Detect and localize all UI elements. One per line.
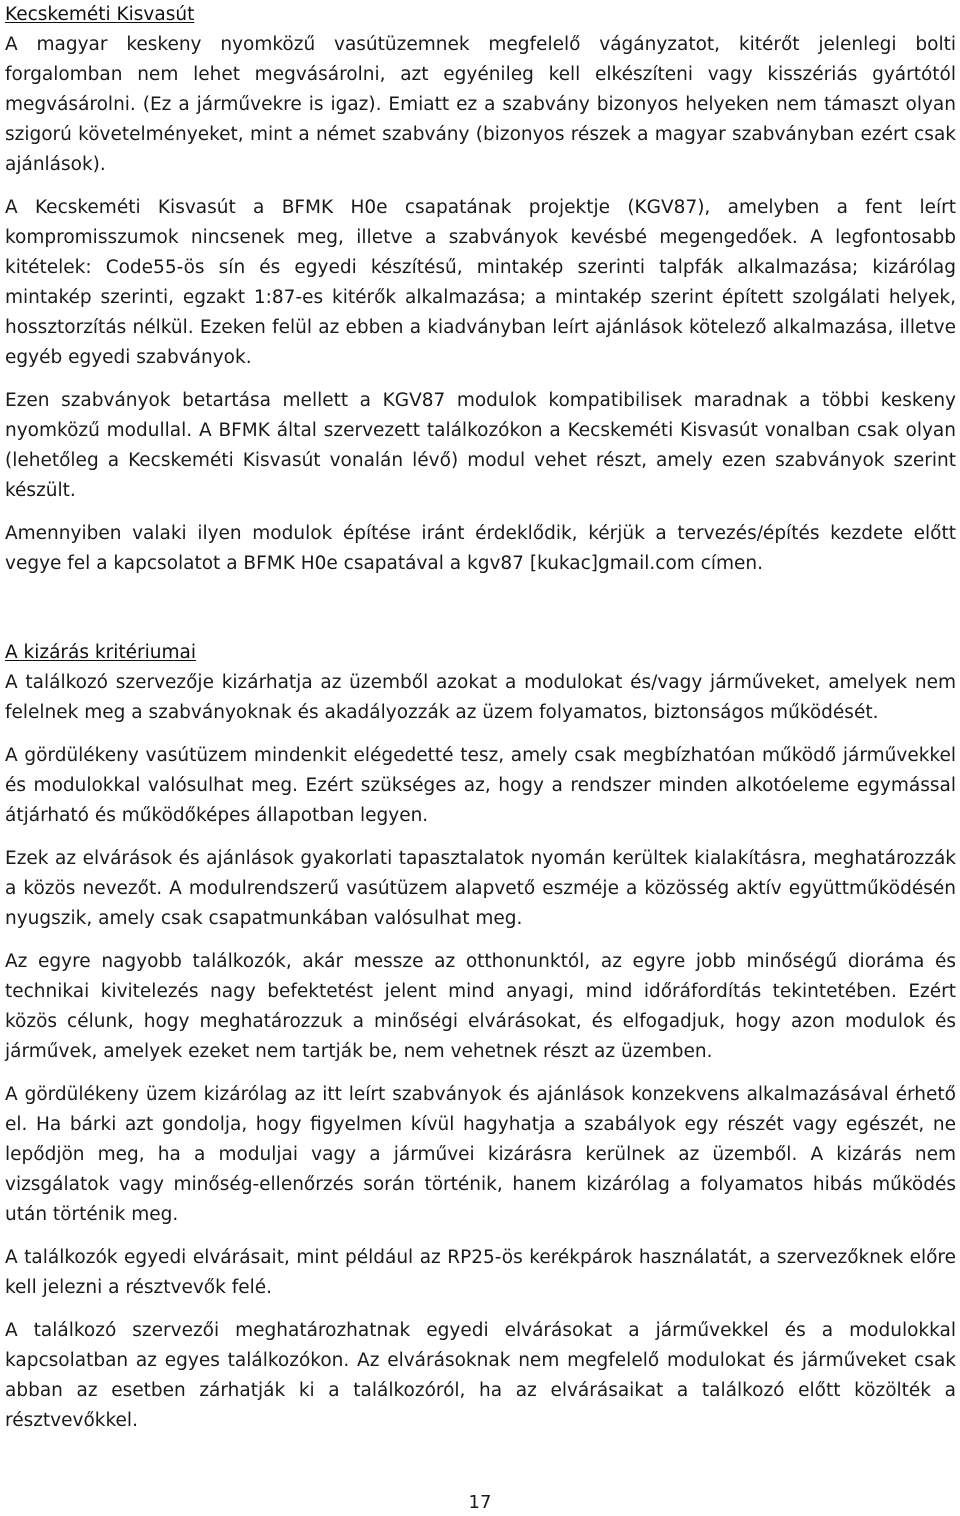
paragraph: A találkozók egyedi elvárásait, mint például az RP25-ös kerékpárok használatát, a szervezőknek előre kell jelezni a résztvevők felé. (5, 1247, 956, 1298)
section-title: A kizárás kritériumai (5, 642, 196, 663)
page-number: 17 (468, 1492, 492, 1513)
paragraph: Az egyre nagyobb találkozók, akár messze az otthonunktól, az egyre jobb minőségű dioráma és technikai kivitelezés nagy befektetést jelent mind anyagi, mind időráfordítás tekintetében. Ezért közös célunk, hogy meghatározzuk a minőségi elvárásokat, és elfogadjuk, hogy azon modulok és járművek, amelyek ezeket nem tartják be, nem vehetnek részt az üzemben. (5, 951, 956, 1062)
paragraph: Amennyiben valaki ilyen modulok építése iránt érdeklődik, kérjük a tervezés/építés kezdete előtt vegye fel a kapcsolatot a BFMK H0e csapatával a kgv87 [kukac]gmail.com címen. (5, 523, 956, 574)
paragraph: A Kecskeméti Kisvasút a BFMK H0e csapatának projektje (KGV87), amelyben a fent leírt kompromisszumok nincsenek meg, illetve a szabványok kevésbé megengedőek. A legfontosabb kitételek: Code55-ös sín és egyedi készítésű, mintakép szerinti talpfák alkalmazása; kizárólag mintakép szerinti, egzakt 1:87-es kitérők alkalmazása; a mintakép szerint épített szolgálati helyek, hossztorzítás nélkül. Ezeken felül az ebben a kiadványban leírt ajánlások kötelező alkalmazása, illetve egyéb egyedi szabványok. (5, 197, 956, 368)
paragraph: A magyar keskeny nyomközű vasútüzemnek megfelelő vágányzatot, kitérőt jelenlegi bolti forgalomban nem lehet megvásárolni, azt egyénileg kell elkészíteni vagy kisszériás gyártótól megvásárolni. (Ez a járművekre is igaz). Emiatt ez a szabvány bizonyos helyeken nem támaszt olyan szigorú követelményeket, mint a német szabvány (bizonyos részek a magyar szabványban ezért csak ajánlások). (5, 34, 956, 175)
section-kecskemeti-kisvasut (5, 0, 956, 579)
section-spacer (5, 592, 956, 638)
paragraph: Ezen szabványok betartása mellett a KGV87 modulok kompatibilisek maradnak a többi keskeny nyomközű modullal. A BFMK által szervezett találkozókon a Kecskeméti Kisvasút vonalban csak olyan (lehetőleg a Kecskeméti Kisvasút vonalán lévő) modul vehet részt, amely ezen szabványok szerint készült. (5, 390, 956, 501)
paragraph: A találkozó szervezője kizárhatja az üzemből azokat a modulokat és/vagy járműveket, amelyek nem felelnek meg a szabványoknak és akadályozzák az üzem folyamatos, biztonságos működését. (5, 672, 956, 723)
section-title: Kecskeméti Kisvasút (5, 4, 195, 25)
paragraph: A gördülékeny üzem kizárólag az itt leírt szabványok és ajánlások konzekvens alkalmazásával érhető el. Ha bárki azt gondolja, hogy figyelmen kívül hagyhatja a szabályok egy részét vagy egészét, ne lepődjön meg, ha a moduljai vagy a járművei kizárásra kerülnek az üzemből. A kizárás nem vizsgálatok vagy minőség-ellenőrzés során történik, hanem kizárólag a folyamatos hibás működés után történik meg. (5, 1084, 956, 1225)
document-page (5, 0, 956, 1449)
paragraph: Ezek az elvárások és ajánlások gyakorlati tapasztalatok nyomán kerültek kialakításra, meghatározzák a közös nevezőt. A modulrendszerű vasútüzem alapvető eszméje a közösség aktív együttműködésén nyugszik, amely csak csapatmunkában valósulhat meg. (5, 848, 956, 929)
section-kizaras-kriteriumai (5, 638, 956, 1436)
paragraph: A gördülékeny vasútüzem mindenkit elégedetté tesz, amely csak megbízhatóan működő járművekkel és modulokkal valósulhat meg. Ezért szükséges az, hogy a rendszer minden alkotóeleme egymással átjárható és működőképes állapotban legyen. (5, 745, 956, 826)
paragraph: A találkozó szervezői meghatározhatnak egyedi elvárásokat a járművekkel és a modulokkal kapcsolatban az egyes találkozókon. Az elvárásoknak nem megfelelő modulokat és járműveket csak abban az esetben zárhatják ki a találkozóról, ha az elvárásaikat a találkozó előtt közölték a résztvevőkkel. (5, 1320, 956, 1431)
